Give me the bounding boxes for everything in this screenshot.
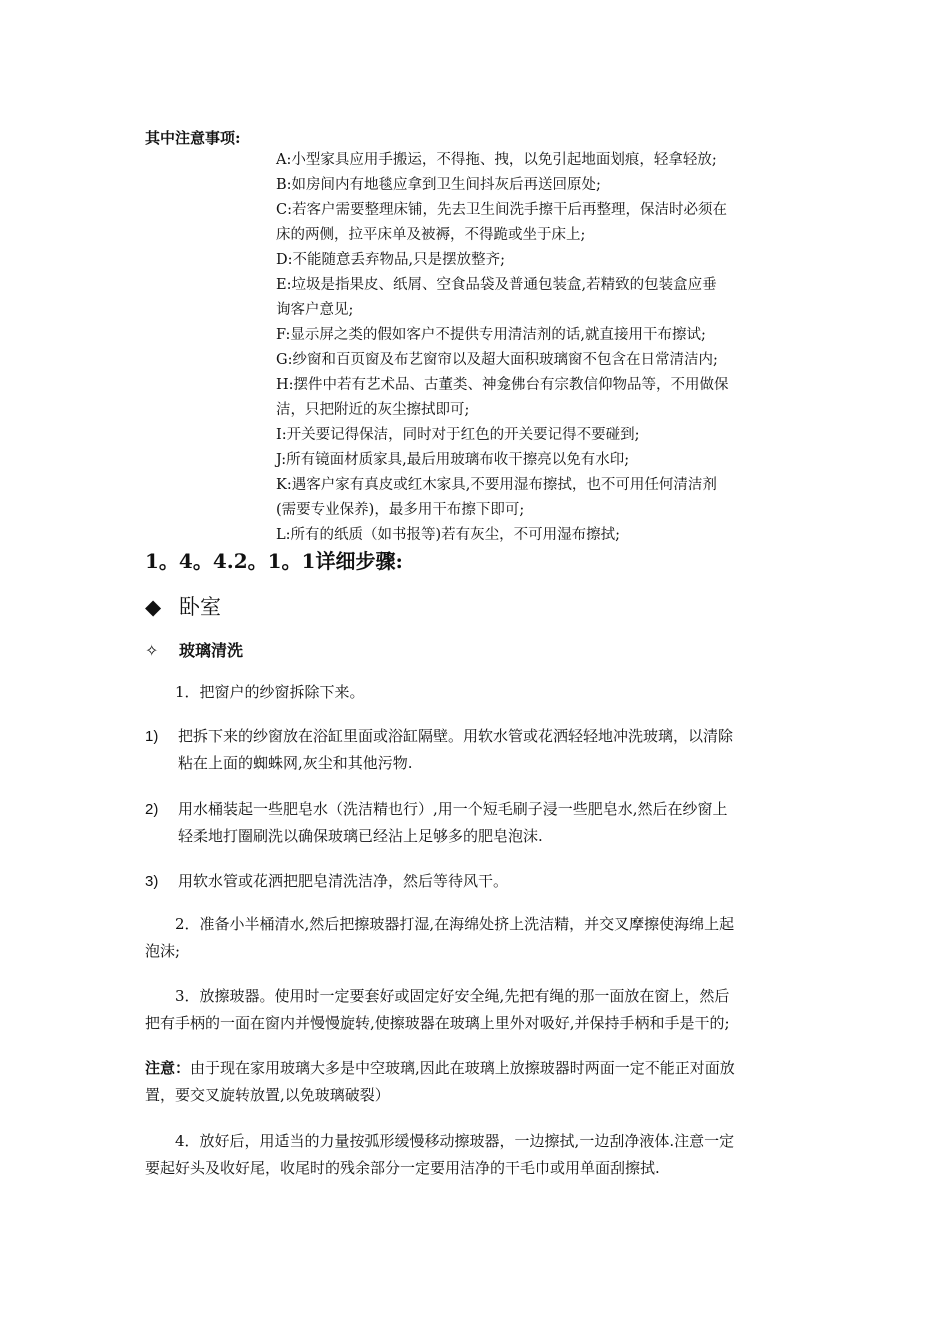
step-4-line: 要起好头及收好尾，收尾时的残余部分一定要用洁净的干毛巾或用单面刮擦拭. [145,1159,660,1177]
list-item-text: 用水桶装起一些肥皂水（洗洁精也行）,用一个短毛刷子浸一些肥皂水,然后在纱窗上 [178,800,728,818]
section-title [145,591,221,621]
caution-line [145,1055,735,1082]
note-line: G:纱窗和百页窗及布艺窗帘以及超大面积玻璃窗不包含在日常清洁内; [276,352,718,368]
note-line: D:不能随意丢弃物品,只是摆放整齐; [276,252,506,268]
note-line: 洁，只把附近的灰尘擦拭即可; [276,402,470,418]
step-1: 1．把窗户的纱窗拆除下来。 [175,683,365,701]
note-line: 询客户意见; [276,302,354,318]
list-item-number: 2) [145,801,159,818]
subsection-title [145,638,243,661]
caution-text: 由于现在家用玻璃大多是中空玻璃,因此在玻璃上放擦玻器时两面一定不能正对面放 [190,1059,735,1077]
caution-line: 置，要交叉旋转放置,以免玻璃破裂） [145,1086,390,1104]
list-item-text: 粘在上面的蜘蛛网,灰尘和其他污物. [178,754,413,772]
note-line: E:垃圾是指果皮、纸屑、空食品袋及普通包装盒,若精致的包装盒应垂 [276,277,717,293]
subsection-title-text: 玻璃清洗 [179,641,244,660]
note-line: J:所有镜面材质家具,最后用玻璃布收干擦亮以免有水印; [276,452,630,468]
note-line: L:所有的纸质（如书报等)若有灰尘，不可用湿布擦拭; [276,527,621,543]
step-4-line: 4．放好后，用适当的力量按弧形缓慢移动擦玻器，一边擦拭,一边刮净液体.注意一定 [175,1132,735,1150]
step-2-line: 泡沫; [145,942,181,960]
note-line: C:若客户需要整理床铺，先去卫生间洗手擦干后再整理，保洁时必须在 [276,202,727,218]
section-title-text: 卧室 [179,595,221,619]
diamond-bullet-icon: ◆ [145,595,162,619]
note-line: (需要专业保养)，最多用干布擦下即可; [276,502,525,518]
note-line: B:如房间内有地毯应拿到卫生间抖灰后再送回原处; [276,177,601,193]
note-line: H:摆件中若有艺术品、古董类、神龛佛台有宗教信仰物品等，不用做保 [276,377,729,393]
note-line: 床的两侧，拉平床单及被褥，不得跪或坐于床上; [276,227,586,243]
list-item-text: 用软水管或花洒把肥皂清洗洁净，然后等待风干。 [178,872,509,890]
step-3-line: 3．放擦玻器。使用时一定要套好或固定好安全绳,先把有绳的那一面放在窗上，然后 [175,987,730,1005]
list-item-text: 轻柔地打圈刷洗以确保玻璃已经沾上足够多的肥皂泡沫. [178,827,543,845]
notes-title: 其中注意事项: [145,129,241,147]
step-2-line: 2．准备小半桶清水,然后把擦玻器打湿,在海绵处挤上洗洁精，并交叉摩擦使海绵上起 [175,915,735,933]
sparkle-bullet-icon: ✧ [145,641,159,660]
note-line: A:小型家具应用手搬运，不得拖、拽，以免引起地面划痕，轻拿轻放; [276,152,717,168]
list-item-text: 把拆下来的纱窗放在浴缸里面或浴缸隔壁。用软水管或花洒轻轻地冲洗玻璃，以清除 [178,727,734,745]
list-item-number: 3) [145,873,159,890]
list-item-number: 1) [145,728,159,745]
note-line: I:开关要记得保洁，同时对于红色的开关要记得不要碰到; [276,427,640,443]
note-line: F:显示屏之类的假如客户不提供专用清洁剂的话,就直接用干布擦试; [276,327,706,343]
caution-label: 注意： [145,1059,191,1077]
step-3-line: 把有手柄的一面在窗内并慢慢旋转,使擦玻器在玻璃上里外对吸好,并保持手柄和手是干的; [145,1014,730,1032]
note-line: K:遇客户家有真皮或红木家具,不要用湿布擦拭，也不可用任何清洁剂 [276,477,717,493]
section-heading: 1。4。4.2。1。1详细步骤: [145,549,403,573]
